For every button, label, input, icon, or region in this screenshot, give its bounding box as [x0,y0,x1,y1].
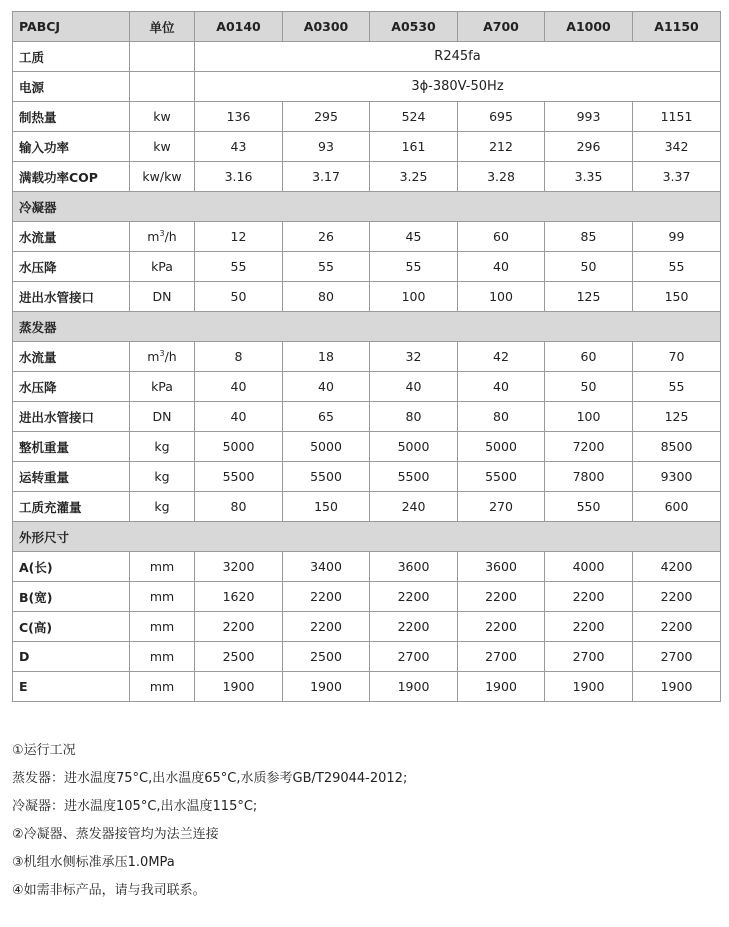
value-cell: 5000 [283,432,370,462]
value-cell: 55 [633,372,721,402]
note-line: ①运行工况 [12,743,76,758]
value-cell: 2200 [633,612,721,642]
row-unit: DN [130,402,195,432]
value-cell: 296 [545,132,633,162]
section-row [13,192,721,222]
value-cell: 136 [195,102,283,132]
value-cell: 1900 [545,672,633,702]
value-cell: 55 [283,252,370,282]
value-cell: 60 [545,342,633,372]
row-unit [130,222,195,252]
value-cell: 2200 [283,612,370,642]
value-cell: 1620 [195,582,283,612]
header-model: A1150 [633,12,721,42]
header-model: A0300 [283,12,370,42]
value-cell: 150 [283,492,370,522]
table-row [13,492,721,522]
row-unit: mm [130,582,195,612]
row-unit: DN [130,282,195,312]
value-cell: 524 [370,102,458,132]
row-label: 水压降 [13,372,130,402]
table-row [13,222,721,252]
row-label: E [13,672,130,702]
value-cell: 7800 [545,462,633,492]
value-cell: 50 [545,252,633,282]
table-row [13,282,721,312]
unit-base: m [147,349,160,364]
row-unit: kg [130,462,195,492]
value-cell: 80 [370,402,458,432]
row-unit: kw/kw [130,162,195,192]
value-cell: 80 [195,492,283,522]
value-cell: 161 [370,132,458,162]
row-label: 工质充灌量 [13,492,130,522]
value-cell: 85 [545,222,633,252]
value-cell: 5500 [370,462,458,492]
row-unit: kPa [130,252,195,282]
value-cell: 2200 [370,612,458,642]
note-line: ③机组水侧标准承压1.0MPa [12,855,175,870]
value-cell: 5500 [195,462,283,492]
row-unit: mm [130,672,195,702]
value-cell: 5500 [283,462,370,492]
value-cell: 2200 [458,612,545,642]
table-row [13,162,721,192]
table-row [13,462,721,492]
value-cell: 80 [458,402,545,432]
section-row [13,312,721,342]
row-unit [130,342,195,372]
power-row [13,72,721,102]
value-cell: 40 [458,372,545,402]
value-cell: 100 [545,402,633,432]
refrigerant-row [13,42,721,72]
row-unit: mm [130,552,195,582]
value-cell: 8 [195,342,283,372]
value-cell: 1900 [458,672,545,702]
table-row [13,402,721,432]
table-row [13,642,721,672]
value-cell: 342 [633,132,721,162]
value-cell: 93 [283,132,370,162]
note-line: ④如需非标产品，请与我司联系。 [12,883,206,898]
value-cell: 50 [545,372,633,402]
header-row [13,12,721,42]
unit-suffix: /h [164,229,177,244]
value-cell: 3400 [283,552,370,582]
value-cell: 212 [458,132,545,162]
table-row [13,612,721,642]
row-unit: kw [130,102,195,132]
header-model: A0530 [370,12,458,42]
header-model: A1000 [545,12,633,42]
header-model-series: PABCJ [13,12,130,42]
table-row [13,672,721,702]
note-line: 冷凝器：进水温度105°C,出水温度115°C; [12,799,258,814]
header-unit: 单位 [130,12,195,42]
row-label: 进出水管接口 [13,402,130,432]
value-cell: 2200 [283,582,370,612]
value-cell: 2500 [283,642,370,672]
value-cell: 40 [283,372,370,402]
value-cell: 3.35 [545,162,633,192]
row-unit: mm [130,612,195,642]
row-label: 输入功率 [13,132,130,162]
value-cell: 2700 [370,642,458,672]
value-cell: 1900 [283,672,370,702]
value-cell: 40 [458,252,545,282]
value-cell: 70 [633,342,721,372]
unit-base: m [147,229,160,244]
row-unit: kg [130,492,195,522]
value-cell: 2200 [458,582,545,612]
value-cell: 2200 [545,582,633,612]
unit-superscript: 3 [159,228,165,238]
value-cell: 5000 [195,432,283,462]
row-label: D [13,642,130,672]
value-cell: 100 [458,282,545,312]
row-label: 满载功率COP [13,162,130,192]
value-cell: 3.17 [283,162,370,192]
row-unit [130,72,195,102]
row-label: B(宽) [13,582,130,612]
table-row [13,552,721,582]
value-cell: 240 [370,492,458,522]
row-label: 运转重量 [13,462,130,492]
value-cell: 99 [633,222,721,252]
value-cell: 2200 [195,612,283,642]
table-row [13,582,721,612]
note-line: ②冷凝器、蒸发器接管均为法兰连接 [12,827,219,842]
table-row [13,372,721,402]
value-cell: 550 [545,492,633,522]
row-label: 水流量 [13,222,130,252]
value-cell: 695 [458,102,545,132]
row-unit: kg [130,432,195,462]
value-cell: 18 [283,342,370,372]
section-row [13,522,721,552]
value-cell: 40 [370,372,458,402]
row-label: 制热量 [13,102,130,132]
value-cell: 4000 [545,552,633,582]
row-label: A(长) [13,552,130,582]
value-cell: 100 [370,282,458,312]
header-model: A0140 [195,12,283,42]
value-cell: 45 [370,222,458,252]
value-cell: 40 [195,402,283,432]
section-title: 外形尺寸 [13,522,721,552]
value-cell: 3.16 [195,162,283,192]
power-value: 3ϕ-380V-50Hz [195,72,721,102]
row-label: 水压降 [13,252,130,282]
value-cell: 2700 [458,642,545,672]
value-cell: 4200 [633,552,721,582]
value-cell: 9300 [633,462,721,492]
section-title: 蒸发器 [13,312,721,342]
value-cell: 80 [283,282,370,312]
value-cell: 3.25 [370,162,458,192]
value-cell: 26 [283,222,370,252]
table-row [13,252,721,282]
value-cell: 55 [195,252,283,282]
value-cell: 270 [458,492,545,522]
value-cell: 43 [195,132,283,162]
note-line: 蒸发器：进水温度75°C,出水温度65°C,水质参考GB/T29044-2012; [12,771,408,786]
value-cell: 1900 [370,672,458,702]
notes [12,737,712,905]
value-cell: 12 [195,222,283,252]
table-row [13,102,721,132]
value-cell: 5000 [458,432,545,462]
value-cell: 55 [370,252,458,282]
row-label: C(高) [13,612,130,642]
row-label: 进出水管接口 [13,282,130,312]
value-cell: 125 [545,282,633,312]
refrigerant-value: R245fa [195,42,721,72]
unit-superscript: 3 [159,348,165,358]
table-row [13,132,721,162]
value-cell: 3600 [458,552,545,582]
value-cell: 3600 [370,552,458,582]
value-cell: 2700 [633,642,721,672]
value-cell: 1151 [633,102,721,132]
value-cell: 1900 [633,672,721,702]
row-label: 水流量 [13,342,130,372]
value-cell: 60 [458,222,545,252]
section-title: 冷凝器 [13,192,721,222]
value-cell: 5500 [458,462,545,492]
value-cell: 5000 [370,432,458,462]
value-cell: 2200 [633,582,721,612]
value-cell: 3.37 [633,162,721,192]
spec-table [12,11,721,702]
value-cell: 600 [633,492,721,522]
value-cell: 150 [633,282,721,312]
header-model: A700 [458,12,545,42]
value-cell: 65 [283,402,370,432]
value-cell: 50 [195,282,283,312]
value-cell: 125 [633,402,721,432]
value-cell: 295 [283,102,370,132]
value-cell: 8500 [633,432,721,462]
row-label: 整机重量 [13,432,130,462]
table-row [13,342,721,372]
value-cell: 32 [370,342,458,372]
table-row [13,432,721,462]
value-cell: 2500 [195,642,283,672]
value-cell: 2700 [545,642,633,672]
value-cell: 2200 [370,582,458,612]
row-unit: mm [130,642,195,672]
value-cell: 7200 [545,432,633,462]
value-cell: 42 [458,342,545,372]
value-cell: 1900 [195,672,283,702]
row-unit: kPa [130,372,195,402]
value-cell: 3.28 [458,162,545,192]
value-cell: 993 [545,102,633,132]
value-cell: 40 [195,372,283,402]
value-cell: 55 [633,252,721,282]
row-label: 电源 [13,72,130,102]
row-label: 工质 [13,42,130,72]
row-unit: kw [130,132,195,162]
row-unit [130,42,195,72]
value-cell: 3200 [195,552,283,582]
unit-suffix: /h [164,349,177,364]
value-cell: 2200 [545,612,633,642]
